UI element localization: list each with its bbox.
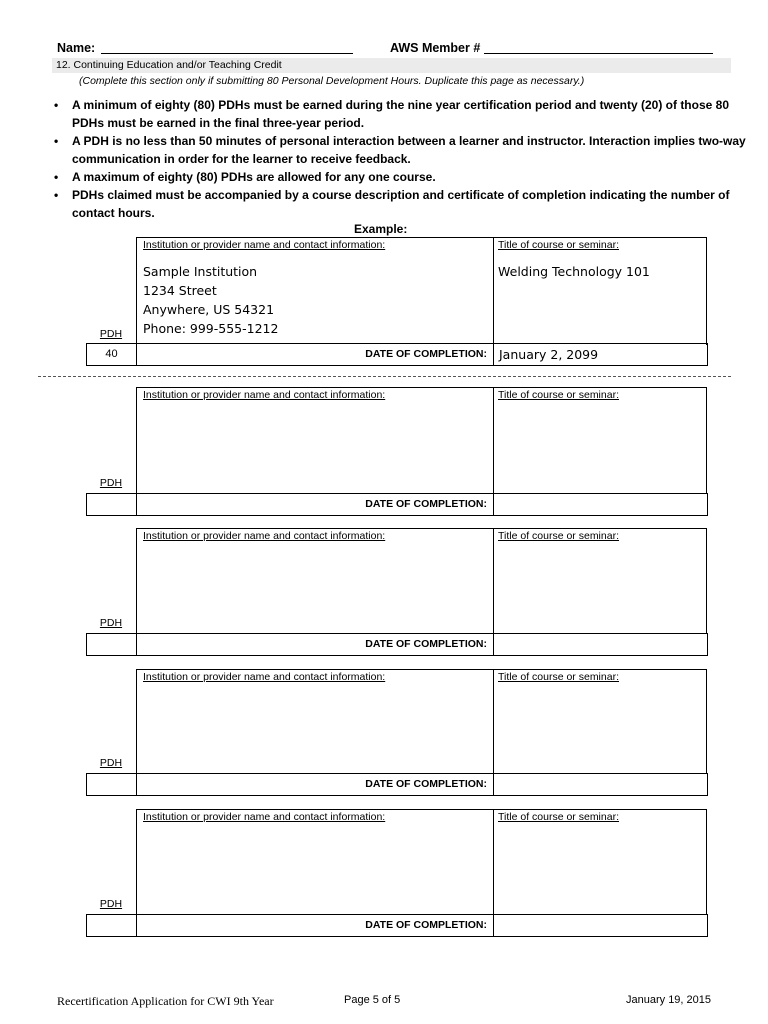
date-label: DATE OF COMPLETION: xyxy=(365,778,487,790)
example-label: Example: xyxy=(354,222,408,236)
course-cell[interactable] xyxy=(492,528,707,634)
aws-member-field[interactable] xyxy=(484,53,713,54)
date-row xyxy=(86,343,708,366)
date-row xyxy=(86,773,708,796)
date-field[interactable] xyxy=(499,634,699,655)
example-course-box xyxy=(86,237,707,365)
pdh-value: 40 xyxy=(87,344,137,365)
rule-item: • A PDH is no less than 50 minutes of personal interaction between a learner and instructor. Interaction implies two-way communication in order for the learner to receive feedback. xyxy=(72,132,752,168)
date-row xyxy=(86,633,708,656)
pdh-field[interactable] xyxy=(87,915,137,936)
course-header: Title of course or seminar: xyxy=(498,389,619,401)
institution-cell[interactable] xyxy=(136,387,494,494)
course-entry-box xyxy=(86,528,707,657)
institution-header: Institution or provider name and contact information: xyxy=(143,671,386,683)
course-cell[interactable] xyxy=(492,669,707,774)
date-row xyxy=(86,493,708,516)
institution-line: Anywhere, US 54321 xyxy=(143,302,275,317)
institution-line: Sample Institution xyxy=(143,264,258,279)
institution-cell[interactable] xyxy=(136,809,494,915)
institution-cell[interactable] xyxy=(136,528,494,634)
institution-line: Phone: 999-555-1212 xyxy=(143,321,279,336)
rules-list xyxy=(52,96,752,222)
date-label: DATE OF COMPLETION: xyxy=(365,919,487,931)
institution-header: Institution or provider name and contact information: xyxy=(143,530,386,542)
footer-page-number: Page 5 of 5 xyxy=(344,994,401,1006)
course-entry-box xyxy=(86,387,707,516)
date-field[interactable] xyxy=(499,494,699,515)
institution-info xyxy=(143,262,278,338)
pdh-label: PDH xyxy=(99,328,123,340)
pdh-label: PDH xyxy=(99,898,123,910)
course-cell[interactable] xyxy=(492,387,707,494)
section-note: (Complete this section only if submitting 80 Personal Development Hours. Duplicate this page as necessary.) xyxy=(79,75,585,87)
section-title: 12. Continuing Education and/or Teaching Credit xyxy=(56,59,282,71)
dashed-divider xyxy=(38,376,731,377)
institution-cell xyxy=(136,237,494,345)
name-label: Name: xyxy=(57,41,96,55)
course-header: Title of course or seminar: xyxy=(498,239,619,251)
institution-cell[interactable] xyxy=(136,669,494,774)
course-header: Title of course or seminar: xyxy=(498,811,619,823)
date-row xyxy=(86,914,708,937)
course-header: Title of course or seminar: xyxy=(498,671,619,683)
course-cell[interactable] xyxy=(492,809,707,915)
pdh-label: PDH xyxy=(99,617,123,629)
course-cell xyxy=(492,237,707,345)
pdh-field[interactable] xyxy=(87,774,137,795)
institution-header: Institution or provider name and contact information: xyxy=(143,239,386,251)
institution-header: Institution or provider name and contact information: xyxy=(143,811,386,823)
aws-member-label: AWS Member # xyxy=(390,41,481,55)
institution-header: Institution or provider name and contact information: xyxy=(143,389,386,401)
institution-line: 1234 Street xyxy=(143,283,217,298)
footer-date: January 19, 2015 xyxy=(626,994,712,1006)
course-entry-box xyxy=(86,669,707,798)
rule-item: • PDHs claimed must be accompanied by a course description and certificate of completion indicating the number of contact hours. xyxy=(72,186,752,222)
course-title: Welding Technology 101 xyxy=(498,264,650,279)
pdh-field[interactable] xyxy=(87,634,137,655)
date-label: DATE OF COMPLETION: xyxy=(365,638,487,650)
pdh-label: PDH xyxy=(99,757,123,769)
name-field[interactable] xyxy=(101,53,353,54)
date-label: DATE OF COMPLETION: xyxy=(365,498,487,510)
date-value: January 2, 2099 xyxy=(499,347,599,362)
course-entry-box xyxy=(86,809,707,938)
footer-title: Recertification Application for CWI 9th Year xyxy=(57,994,274,1008)
date-field[interactable] xyxy=(499,774,699,795)
rule-item: • A minimum of eighty (80) PDHs must be earned during the nine year certification period and twenty (20) of those 80 PDHs must be earned in the final three-year period. xyxy=(72,96,752,132)
date-field[interactable] xyxy=(499,915,699,936)
course-header: Title of course or seminar: xyxy=(498,530,619,542)
date-label: DATE OF COMPLETION: xyxy=(365,348,487,360)
rule-item: • A maximum of eighty (80) PDHs are allowed for any one course. xyxy=(72,168,752,186)
pdh-field[interactable] xyxy=(87,494,137,515)
pdh-label: PDH xyxy=(99,477,123,489)
